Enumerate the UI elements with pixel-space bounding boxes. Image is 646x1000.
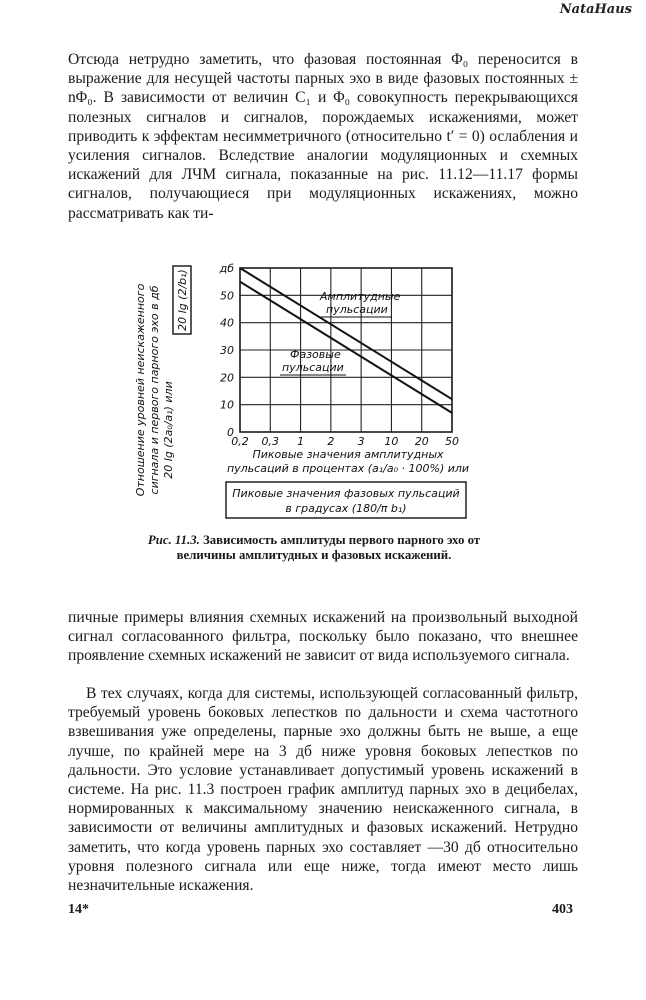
x-tick-label: 50 bbox=[445, 435, 459, 448]
y-tick-label: 20 bbox=[220, 371, 234, 385]
series-line-amplitude bbox=[240, 268, 452, 399]
ylabel-line2: сигнала и первого парного эхо в дб bbox=[148, 285, 161, 495]
series-label-phase-2: пульсации bbox=[282, 361, 344, 374]
paragraph-3: В тех случаях, когда для системы, использующей согласованный фильтр, требуемый уровень боковых лепестков по дальности и схема частотного взвешивания уже определены, парные эхо должны быть не выше, а еще лучше, по крайней мере на 3 дб ниже уровня боковых лепестков по дальности. Это условие устанавливает допустимый уровень искажений в системе. На рис. 11.3 построен график амплитуд парных эхо в децибелах, нормированных к максимальному значению неискаженного сигнала, в зависимости от величины амплитудных и фазовых искажений. Нетрудно заметить, что когда уровень парных эхо составляет —30 дб относительно уровня полезного сигнала или еще ниже, тогда имеют место лишь незначительные искажения. bbox=[68, 685, 578, 895]
x-tick-label: 20 bbox=[414, 435, 429, 448]
y-tick-label: 40 bbox=[220, 316, 234, 330]
caption-text: Зависимость амплитуды первого парного эхо от величины амплитудных и фазовых искажений. bbox=[176, 533, 481, 562]
xlabel-line1: Пиковые значения амплитудных bbox=[252, 448, 444, 461]
y-tick-label: 0 bbox=[227, 426, 234, 439]
figure-caption bbox=[138, 533, 490, 563]
paragraph-2: пичные примеры влияния схемных искажений на произвольный выходной сигнал согласованного фильтра, поскольку было показано, что внешнее проявление схемных искажений не зависит от вида используемого сигнала. bbox=[68, 609, 578, 665]
ylabel-line3: 20 lg (2a₀/a₁) или bbox=[162, 381, 175, 479]
x-tick-label: 1 bbox=[297, 435, 305, 448]
caption-number: Рис. 11.3. bbox=[147, 533, 200, 547]
ylabel-boxed: 20 lg (2/b₁) bbox=[176, 269, 189, 331]
y-tick-label: 10 bbox=[220, 398, 234, 412]
x-tick-label: 0,3 bbox=[261, 435, 280, 448]
y-tick-label: 30 bbox=[220, 344, 234, 357]
xlabel-line2: пульсаций в процентах (a₁/a₀ · 100%) или bbox=[226, 462, 470, 475]
signature-mark: 14* bbox=[68, 902, 89, 917]
y-ticks bbox=[219, 262, 235, 439]
x-tick-label: 0,2 bbox=[231, 435, 249, 448]
xlabel-box-line1: Пиковые значения фазовых пульсаций bbox=[232, 487, 460, 500]
y-tick-label: дб bbox=[219, 262, 234, 275]
chart bbox=[130, 240, 530, 540]
x-ticks bbox=[231, 435, 459, 448]
x-tick-label: 2 bbox=[327, 435, 335, 448]
paragraph-1: Отсюда нетрудно заметить, что фазовая постоянная Φ₀ переносится в выражение для несущей частоты парных эхо в виде фазовых постоянных ± nΦ₀. В зависимости от величин C₁ и Φ₀ совокупность перекрывающихся полезных сигналов и сигналов, порождаемых искажениями, может приводить к эффектам несимметричного (относительно t′ = 0) ослабления и усиления сигналов. Вследствие аналогии модуляционных и схемных искажений для ЛЧМ сигнала, показанные на рис. 11.12—11.17 формы сигналов, получающиеся при модуляционных искажениях, можно рассматривать как ти- bbox=[68, 51, 578, 222]
series-label-amplitude-1: Амплитудные bbox=[320, 290, 401, 303]
x-tick-label: 3 bbox=[357, 435, 365, 448]
watermark-logo: NataHaus bbox=[559, 2, 632, 17]
y-tick-label: 50 bbox=[220, 289, 234, 303]
xlabel-box-line2: в градусах (180/π b₁) bbox=[285, 502, 407, 515]
series-label-amplitude-2: пульсации bbox=[326, 303, 388, 316]
series-label-phase-1: Фазовые bbox=[290, 348, 341, 361]
figure-11-3 bbox=[130, 240, 530, 540]
x-tick-label: 10 bbox=[384, 435, 399, 448]
page-number: 403 bbox=[552, 902, 573, 917]
ylabel-line1: Отношение уровней неискаженного bbox=[134, 283, 147, 497]
